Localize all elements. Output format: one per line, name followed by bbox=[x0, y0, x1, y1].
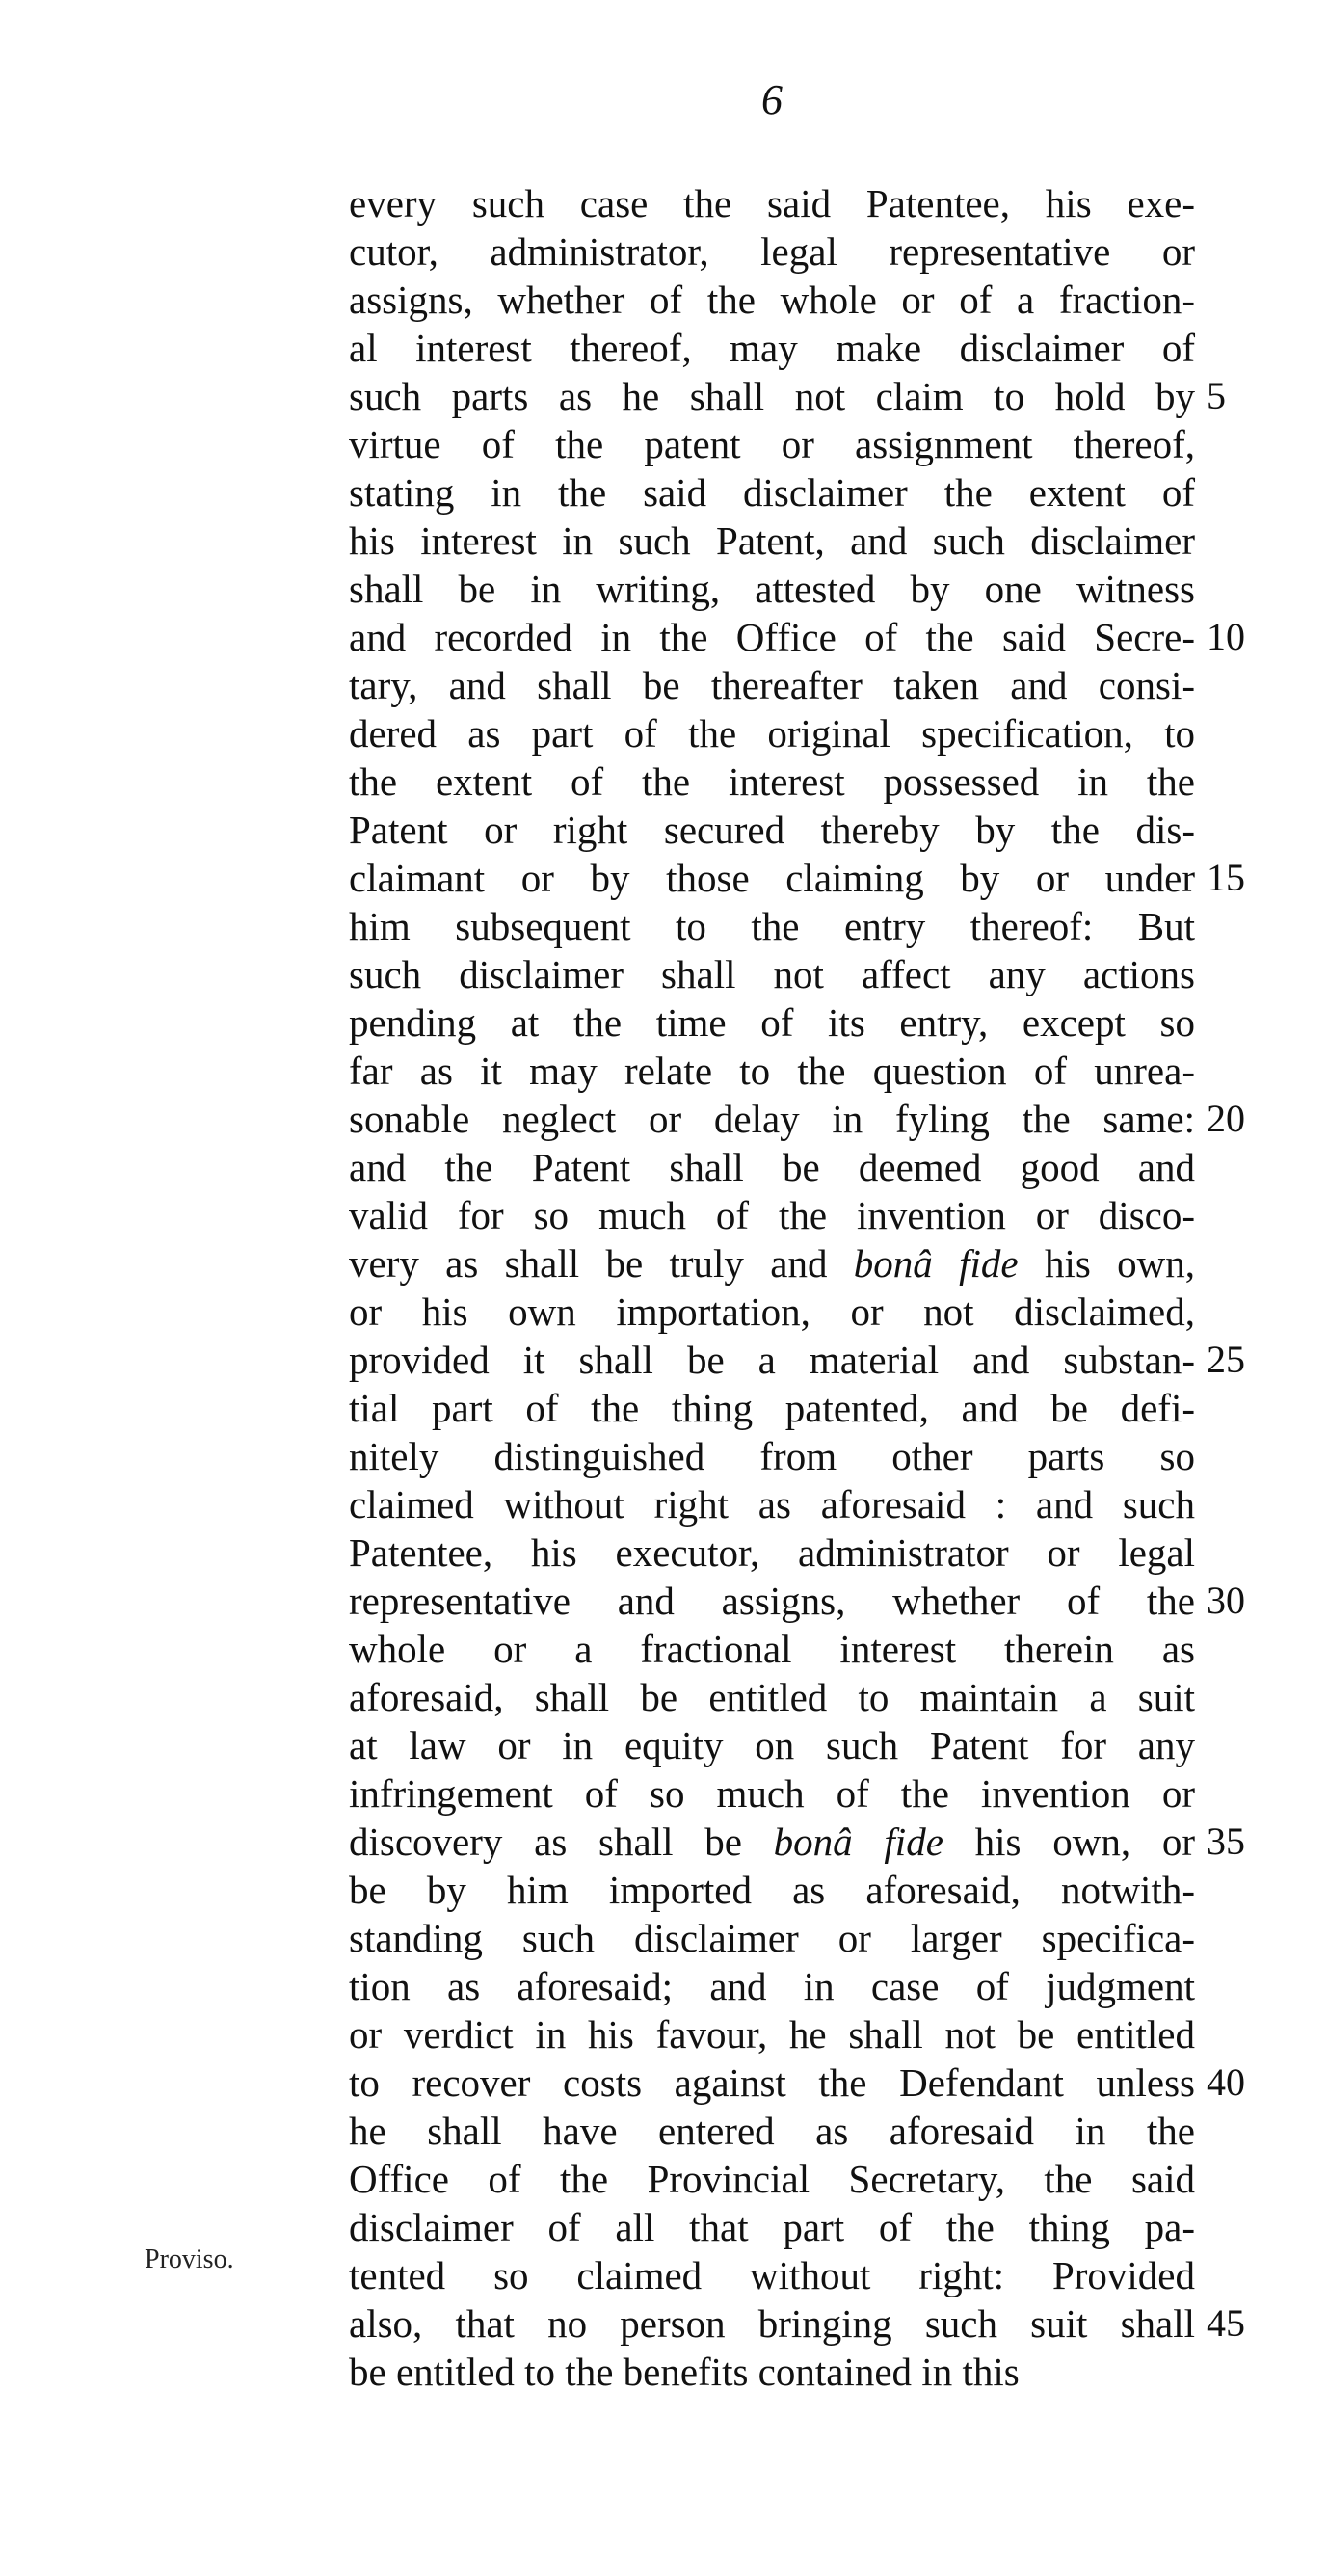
page-number: 6 bbox=[761, 76, 783, 123]
text-line: such disclaimer shall not affect any actions bbox=[349, 952, 1195, 996]
line-number: 30 bbox=[1207, 1579, 1245, 1622]
text-line: shall be in writing, attested by one witness bbox=[349, 567, 1195, 611]
text-line: valid for so much of the invention or disco- bbox=[349, 1193, 1195, 1237]
text-line: tial part of the thing patented, and be defi- bbox=[349, 1386, 1195, 1430]
text-line: such parts as he shall not claim to hold by bbox=[349, 374, 1195, 418]
margin-note: Proviso. bbox=[145, 2244, 234, 2274]
text-line: pending at the time of its entry, except so bbox=[349, 1000, 1195, 1045]
line-number: 5 bbox=[1207, 374, 1226, 417]
line-number: 10 bbox=[1207, 615, 1245, 658]
text-line: to recover costs against the Defendant unless bbox=[349, 2060, 1195, 2105]
text-line: al interest thereof, may make disclaimer of bbox=[349, 326, 1195, 370]
line-number: 40 bbox=[1207, 2060, 1245, 2104]
text-line: and recorded in the Office of the said Secre- bbox=[349, 615, 1195, 659]
text-line: cutor, administrator, legal representative or bbox=[349, 229, 1195, 274]
text-line: whole or a fractional interest therein as bbox=[349, 1627, 1195, 1671]
text-line: sonable neglect or delay in fyling the same: bbox=[349, 1097, 1195, 1141]
text-line: stating in the said disclaimer the extent of bbox=[349, 470, 1195, 515]
text-line: Patentee, his executor, administrator or legal bbox=[349, 1530, 1195, 1575]
text-line: tary, and shall be thereafter taken and consi- bbox=[349, 663, 1195, 707]
text-line: nitely distinguished from other parts so bbox=[349, 1434, 1195, 1478]
text-line: disclaimer of all that part of the thing pa- bbox=[349, 2205, 1195, 2249]
text-line: at law or in equity on such Patent for any bbox=[349, 1723, 1195, 1767]
line-number: 35 bbox=[1207, 1819, 1245, 1863]
text-line: standing such disclaimer or larger specifica- bbox=[349, 1916, 1195, 1960]
text-line: or verdict in his favour, he shall not be entitled bbox=[349, 2012, 1195, 2057]
line-number: 45 bbox=[1207, 2301, 1245, 2345]
text-line: infringement of so much of the invention or bbox=[349, 1771, 1195, 1816]
text-line: provided it shall be a material and substan- bbox=[349, 1338, 1195, 1382]
text-line: very as shall be truly and bonâ fide his own, bbox=[349, 1241, 1196, 1286]
text-line: tion as aforesaid; and in case of judgment bbox=[349, 1964, 1195, 2008]
text-line: aforesaid, shall be entitled to maintain a suit bbox=[349, 1675, 1195, 1719]
text-line: or his own importation, or not disclaimed, bbox=[349, 1289, 1195, 1334]
body-text bbox=[349, 179, 1195, 2396]
text-line: dered as part of the original specification, to bbox=[349, 711, 1195, 756]
text-line: claimed without right as aforesaid : and such bbox=[349, 1482, 1195, 1527]
text-line: be entitled to the benefits contained in this bbox=[349, 2350, 1020, 2394]
line-number: 25 bbox=[1207, 1338, 1245, 1381]
text-line: assigns, whether of the whole or of a fraction- bbox=[349, 278, 1195, 322]
latin-phrase: bonâ fide bbox=[853, 1241, 1019, 1286]
text-line: discovery as shall be bonâ fide his own, or bbox=[349, 1819, 1196, 1864]
text-line: far as it may relate to the question of unrea- bbox=[349, 1049, 1195, 1093]
text-line: Office of the Provincial Secretary, the said bbox=[349, 2157, 1195, 2201]
text-line: his interest in such Patent, and such disclaimer bbox=[349, 518, 1195, 563]
text-line: claimant or by those claiming by or under bbox=[349, 856, 1195, 900]
text-line: also, that no person bringing such suit shall bbox=[349, 2301, 1195, 2346]
text-line: he shall have entered as aforesaid in the bbox=[349, 2109, 1195, 2153]
text-line: tented so claimed without right: Provided bbox=[349, 2253, 1195, 2297]
line-number: 15 bbox=[1207, 856, 1245, 899]
text-line: be by him imported as aforesaid, notwith- bbox=[349, 1868, 1195, 1912]
line-number: 20 bbox=[1207, 1097, 1245, 1140]
text-line: Patent or right secured thereby by the dis- bbox=[349, 808, 1195, 852]
text-line: and the Patent shall be deemed good and bbox=[349, 1145, 1195, 1189]
text-line: him subsequent to the entry thereof: But bbox=[349, 904, 1195, 948]
latin-phrase: bonâ fide bbox=[773, 1819, 943, 1864]
text-line: every such case the said Patentee, his exe- bbox=[349, 181, 1195, 226]
text-line: the extent of the interest possessed in the bbox=[349, 759, 1195, 804]
text-line: representative and assigns, whether of the bbox=[349, 1579, 1195, 1623]
text-line: virtue of the patent or assignment thereof, bbox=[349, 422, 1195, 466]
